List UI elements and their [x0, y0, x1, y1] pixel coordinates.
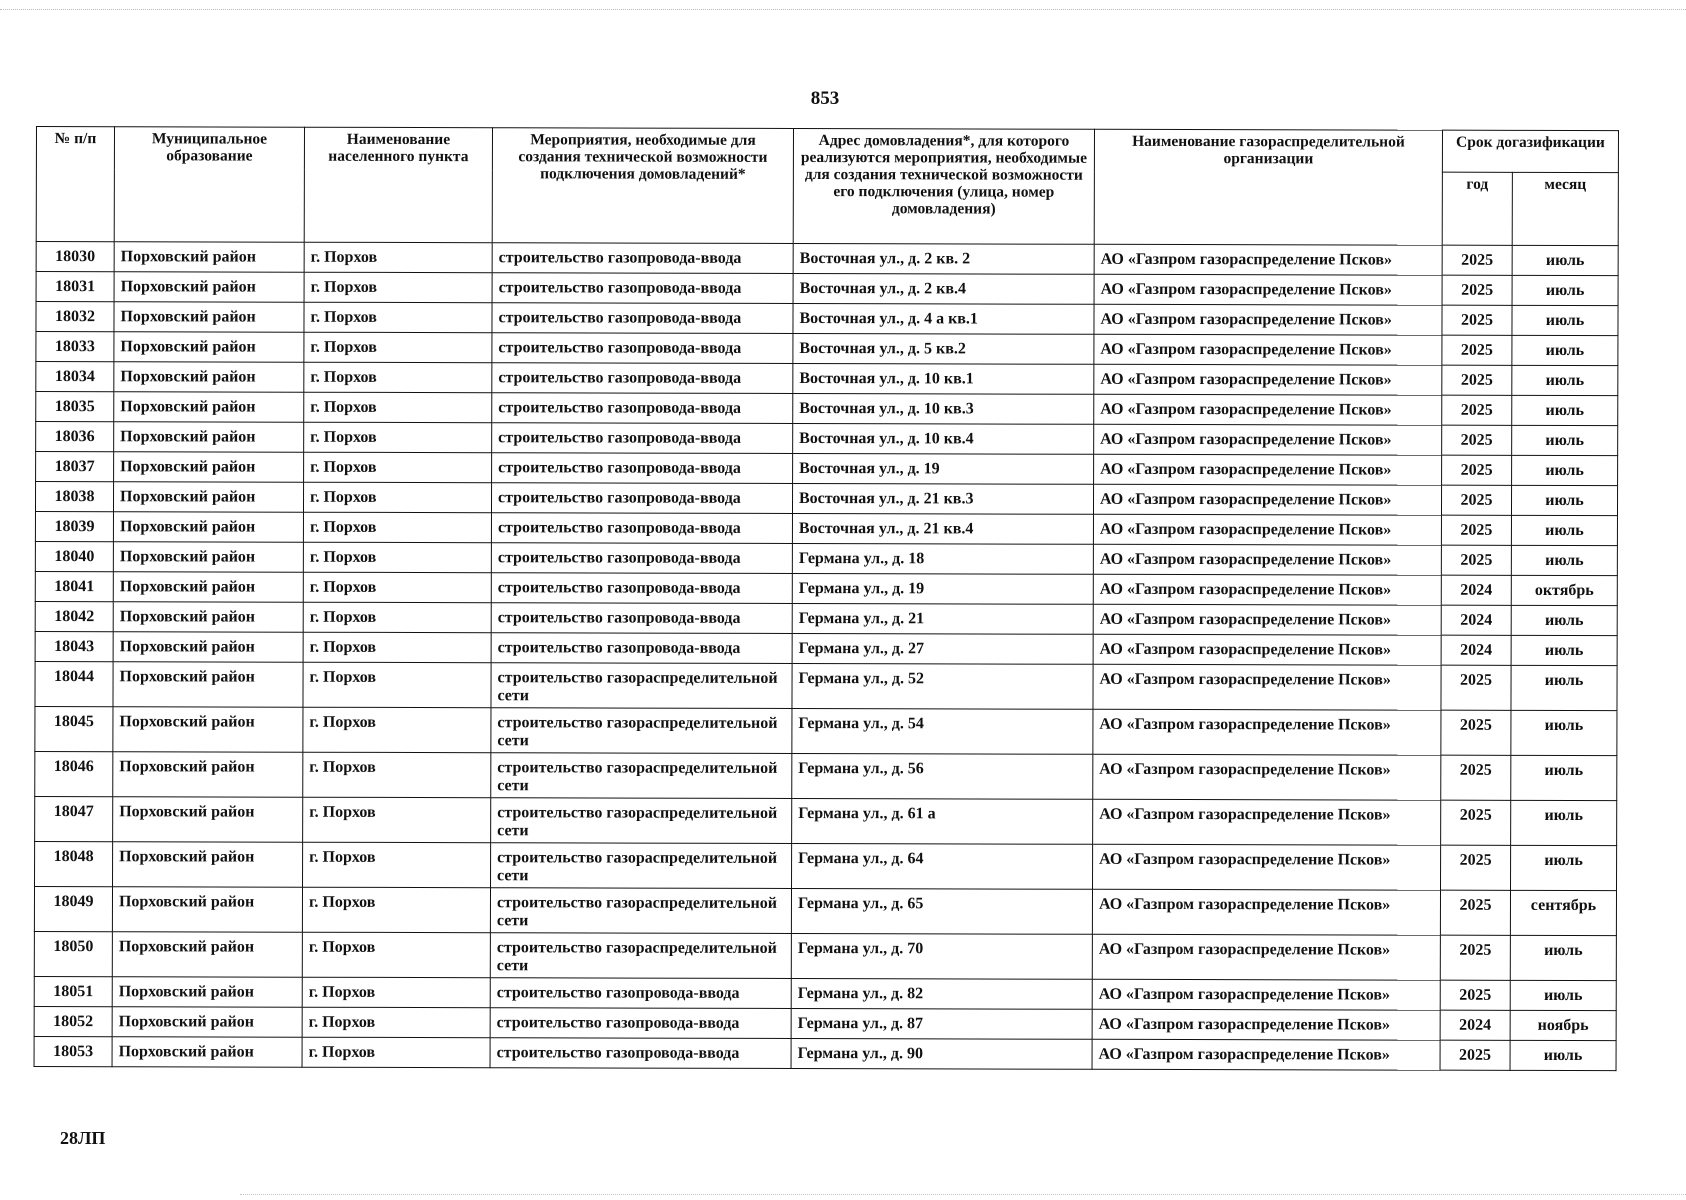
cell-settlement: г. Порхов: [303, 512, 491, 542]
cell-organization: АО «Газпром газораспределение Псков»: [1093, 634, 1441, 665]
cell-address: Германа ул., д. 82: [791, 978, 1092, 1009]
cell-municipality: Порховский район: [113, 512, 303, 542]
cell-organization: АО «Газпром газораспределение Псков»: [1094, 364, 1442, 395]
cell-year: 2024: [1441, 605, 1511, 635]
cell-month: июль: [1511, 665, 1617, 710]
cell-address: Восточная ул., д. 2 кв. 2: [793, 243, 1094, 274]
cell-settlement: г. Порхов: [303, 542, 491, 572]
header-deadline: Срок догазификации: [1442, 130, 1618, 172]
table-row: [35, 841, 1617, 890]
cell-num: 18037: [36, 452, 114, 482]
table-header: [36, 127, 1618, 246]
cell-year: 2025: [1441, 665, 1511, 710]
cell-municipality: Порховский район: [112, 887, 302, 932]
cell-month: июль: [1511, 485, 1617, 515]
cell-organization: АО «Газпром газораспределение Псков»: [1094, 244, 1442, 275]
cell-year: 2024: [1441, 635, 1511, 665]
cell-num: 18036: [36, 422, 114, 452]
cell-settlement: г. Порхов: [303, 797, 491, 842]
cell-organization: АО «Газпром газораспределение Псков»: [1093, 754, 1441, 800]
cell-address: Восточная ул., д. 5 кв.2: [793, 333, 1094, 364]
table-row: [36, 452, 1618, 486]
cell-month: июль: [1512, 275, 1618, 305]
cell-organization: АО «Газпром газораспределение Псков»: [1094, 334, 1442, 365]
cell-measure: строительство газопровода-ввода: [492, 423, 793, 454]
cell-measure: строительство газопровода-ввода: [491, 633, 792, 664]
cell-year: 2025: [1442, 425, 1512, 455]
cell-settlement: г. Порхов: [302, 932, 490, 977]
cell-municipality: Порховский район: [113, 572, 303, 602]
cell-address: Германа ул., д. 87: [791, 1008, 1092, 1039]
cell-address: Восточная ул., д. 10 кв.3: [793, 393, 1094, 424]
cell-settlement: г. Порхов: [303, 707, 491, 752]
table-row: [36, 272, 1618, 306]
cell-measure: строительство газопровода-ввода: [492, 363, 793, 394]
cell-settlement: г. Порхов: [302, 887, 490, 932]
cell-organization: АО «Газпром газораспределение Псков»: [1093, 484, 1441, 515]
cell-year: 2025: [1440, 980, 1510, 1010]
table-row: [35, 661, 1617, 710]
cell-year: 2025: [1442, 455, 1512, 485]
cell-organization: АО «Газпром газораспределение Псков»: [1094, 424, 1442, 455]
cell-address: Германа ул., д. 27: [792, 633, 1093, 664]
cell-address: Германа ул., д. 61 а: [792, 798, 1093, 844]
cell-month: октябрь: [1511, 575, 1617, 605]
cell-settlement: г. Порхов: [303, 602, 491, 632]
cell-month: июль: [1511, 710, 1617, 755]
cell-settlement: г. Порхов: [303, 572, 491, 602]
table-row: [36, 422, 1618, 456]
cell-num: 18043: [35, 631, 113, 661]
cell-year: 2025: [1441, 845, 1511, 890]
cell-municipality: Порховский район: [112, 932, 302, 977]
cell-year: 2025: [1442, 275, 1512, 305]
cell-address: Германа ул., д. 52: [792, 663, 1093, 709]
table-row: [35, 482, 1617, 516]
cell-num: 18041: [35, 571, 113, 601]
cell-month: июль: [1511, 635, 1617, 665]
table-row: [35, 631, 1617, 665]
cell-settlement: г. Порхов: [304, 302, 492, 332]
cell-month: июль: [1511, 845, 1617, 890]
cell-year: 2025: [1441, 800, 1511, 845]
cell-organization: АО «Газпром газораспределение Псков»: [1092, 979, 1440, 1010]
table-body: [34, 242, 1618, 1071]
cell-num: 18030: [36, 242, 114, 272]
cell-year: 2025: [1441, 755, 1511, 800]
cell-organization: АО «Газпром газораспределение Псков»: [1092, 1039, 1440, 1070]
cell-municipality: Порховский район: [113, 707, 303, 752]
cell-address: Восточная ул., д. 19: [793, 453, 1094, 484]
table-row: [35, 571, 1617, 605]
cell-measure: строительство газопровода-ввода: [492, 243, 793, 274]
cell-measure: строительство газопровода-ввода: [490, 1038, 791, 1069]
cell-municipality: Порховский район: [114, 272, 304, 302]
cell-year: 2025: [1441, 545, 1511, 575]
cell-organization: АО «Газпром газораспределение Псков»: [1092, 1009, 1440, 1040]
cell-month: июль: [1511, 755, 1617, 800]
table-row: [35, 706, 1617, 755]
cell-num: 18039: [35, 512, 113, 542]
cell-organization: АО «Газпром газораспределение Псков»: [1093, 544, 1441, 575]
cell-organization: АО «Газпром газораспределение Псков»: [1094, 304, 1442, 335]
table-row: [35, 601, 1617, 635]
cell-address: Германа ул., д. 65: [791, 888, 1092, 934]
cell-num: 18042: [35, 601, 113, 631]
table-row: [34, 886, 1616, 935]
cell-municipality: Порховский район: [114, 302, 304, 332]
cell-num: 18048: [35, 841, 113, 886]
cell-address: Германа ул., д. 18: [792, 543, 1093, 574]
cell-municipality: Порховский район: [113, 482, 303, 512]
cell-municipality: Порховский район: [113, 602, 303, 632]
cell-organization: АО «Газпром газораспределение Псков»: [1093, 574, 1441, 605]
cell-year: 2025: [1441, 515, 1511, 545]
cell-measure: строительство газопровода-ввода: [490, 978, 791, 1009]
cell-settlement: г. Порхов: [304, 332, 492, 362]
table-row: [34, 931, 1616, 980]
cell-month: июль: [1512, 365, 1618, 395]
cell-settlement: г. Порхов: [302, 1037, 490, 1067]
cell-settlement: г. Порхов: [304, 392, 492, 422]
cell-num: 18040: [35, 541, 113, 571]
cell-settlement: г. Порхов: [304, 452, 492, 482]
cell-address: Восточная ул., д. 10 кв.4: [793, 423, 1094, 454]
cell-month: сентябрь: [1510, 890, 1616, 935]
cell-year: 2024: [1440, 1010, 1510, 1040]
cell-year: 2024: [1441, 575, 1511, 605]
cell-measure: строительство газораспределительной сети: [491, 753, 792, 799]
header-num: № п/п: [36, 127, 114, 242]
table-row: [36, 392, 1618, 426]
table-row: [36, 242, 1618, 276]
cell-num: 18047: [35, 796, 113, 841]
cell-municipality: Порховский район: [114, 452, 304, 482]
cell-address: Германа ул., д. 21: [792, 603, 1093, 634]
cell-municipality: Порховский район: [113, 797, 303, 842]
cell-settlement: г. Порхов: [304, 242, 492, 272]
header-year: год: [1442, 172, 1512, 245]
cell-settlement: г. Порхов: [303, 662, 491, 707]
cell-measure: строительство газораспределительной сети: [491, 843, 792, 889]
cell-measure: строительство газопровода-ввода: [492, 273, 793, 304]
cell-address: Восточная ул., д. 10 кв.1: [793, 363, 1094, 394]
cell-month: июль: [1512, 335, 1618, 365]
cell-num: 18033: [36, 332, 114, 362]
cell-organization: АО «Газпром газораспределение Псков»: [1093, 709, 1441, 755]
cell-num: 18053: [34, 1036, 112, 1066]
cell-organization: АО «Газпром газораспределение Псков»: [1094, 394, 1442, 425]
cell-num: 18032: [36, 302, 114, 332]
cell-measure: строительство газопровода-ввода: [491, 513, 792, 544]
cell-measure: строительство газопровода-ввода: [491, 603, 792, 634]
cell-num: 18031: [36, 272, 114, 302]
cell-measure: строительство газопровода-ввода: [492, 453, 793, 484]
cell-measure: строительство газопровода-ввода: [490, 1008, 791, 1039]
cell-year: 2025: [1441, 710, 1511, 755]
cell-measure: строительство газопровода-ввода: [492, 303, 793, 334]
cell-measure: строительство газопровода-ввода: [491, 483, 792, 514]
cell-year: 2025: [1442, 365, 1512, 395]
cell-num: 18050: [34, 931, 112, 976]
cell-address: Восточная ул., д. 2 кв.4: [793, 273, 1094, 304]
cell-year: 2025: [1442, 395, 1512, 425]
cell-address: Германа ул., д. 90: [791, 1038, 1092, 1069]
cell-month: июль: [1512, 395, 1618, 425]
cell-address: Германа ул., д. 19: [792, 573, 1093, 604]
table-row: [36, 362, 1618, 396]
cell-month: июль: [1511, 605, 1617, 635]
cell-municipality: Порховский район: [114, 362, 304, 392]
gasification-table: [34, 126, 1619, 1071]
cell-settlement: г. Порхов: [302, 977, 490, 1007]
cell-municipality: Порховский район: [112, 977, 302, 1007]
cell-municipality: Порховский район: [113, 662, 303, 707]
footer-code: 28ЛП: [60, 1128, 106, 1148]
cell-num: 18045: [35, 706, 113, 751]
cell-address: Германа ул., д. 64: [792, 843, 1093, 889]
cell-month: июль: [1511, 800, 1617, 845]
cell-month: июль: [1511, 515, 1617, 545]
cell-year: 2025: [1440, 1040, 1510, 1070]
cell-settlement: г. Порхов: [303, 842, 491, 887]
cell-organization: АО «Газпром газораспределение Псков»: [1093, 514, 1441, 545]
cell-month: июль: [1510, 1040, 1616, 1070]
cell-num: 18051: [34, 976, 112, 1006]
table-row: [35, 751, 1617, 800]
table-row: [34, 976, 1616, 1010]
cell-settlement: г. Порхов: [304, 362, 492, 392]
cell-measure: строительство газопровода-ввода: [491, 573, 792, 604]
cell-organization: АО «Газпром газораспределение Псков»: [1092, 889, 1440, 935]
cell-measure: строительство газораспределительной сети: [491, 708, 792, 754]
header-settlement: Наименование населенного пункта: [304, 127, 492, 242]
table-row: [34, 1036, 1616, 1070]
cell-municipality: Порховский район: [114, 392, 304, 422]
cell-organization: АО «Газпром газораспределение Псков»: [1093, 844, 1441, 890]
cell-municipality: Порховский район: [113, 842, 303, 887]
cell-address: Германа ул., д. 56: [792, 753, 1093, 799]
cell-municipality: Порховский район: [112, 1037, 302, 1067]
cell-year: 2025: [1442, 335, 1512, 365]
cell-organization: АО «Газпром газораспределение Псков»: [1094, 274, 1442, 305]
header-municipality: Муниципальное образование: [114, 127, 304, 242]
cell-settlement: г. Порхов: [303, 632, 491, 662]
cell-year: 2025: [1442, 305, 1512, 335]
header-month: месяц: [1512, 172, 1618, 245]
cell-num: 18046: [35, 751, 113, 796]
cell-month: июль: [1511, 545, 1617, 575]
cell-organization: АО «Газпром газораспределение Псков»: [1093, 604, 1441, 635]
cell-year: 2025: [1440, 935, 1510, 980]
table-row: [36, 332, 1618, 366]
cell-organization: АО «Газпром газораспределение Псков»: [1094, 454, 1442, 485]
table-row: [36, 302, 1618, 336]
cell-organization: АО «Газпром газораспределение Псков»: [1093, 664, 1441, 710]
cell-year: 2025: [1442, 245, 1512, 275]
cell-settlement: г. Порхов: [304, 272, 492, 302]
header-organization: Наименование газораспределительной организации: [1094, 129, 1442, 245]
scan-edge-bottom: [240, 1194, 1686, 1195]
cell-year: 2025: [1441, 485, 1511, 515]
cell-month: июль: [1512, 305, 1618, 335]
cell-measure: строительство газопровода-ввода: [492, 333, 793, 364]
cell-num: 18049: [34, 886, 112, 931]
cell-month: ноябрь: [1510, 1010, 1616, 1040]
table-row: [35, 796, 1617, 845]
cell-month: июль: [1510, 935, 1616, 980]
cell-measure: строительство газораспределительной сети: [490, 888, 791, 934]
cell-settlement: г. Порхов: [303, 482, 491, 512]
cell-organization: АО «Газпром газораспределение Псков»: [1093, 799, 1441, 845]
cell-municipality: Порховский район: [113, 632, 303, 662]
header-measures: Мероприятия, необходимые для создания технической возможности подключения домовладений*: [492, 128, 793, 244]
cell-month: июль: [1510, 980, 1616, 1010]
cell-num: 18038: [35, 482, 113, 512]
cell-municipality: Порховский район: [114, 422, 304, 452]
cell-measure: строительство газораспределительной сети: [491, 663, 792, 709]
cell-measure: строительство газораспределительной сети: [490, 933, 791, 979]
cell-settlement: г. Порхов: [302, 1007, 490, 1037]
cell-address: Восточная ул., д. 4 а кв.1: [793, 303, 1094, 334]
cell-organization: АО «Газпром газораспределение Псков»: [1092, 934, 1440, 980]
header-address: Адрес домовладения*, для которого реализуются мероприятия, необходимые для создания технической возможности его подключения (улица, номер домовладения): [793, 128, 1094, 244]
scan-edge-top: [0, 9, 1686, 10]
cell-address: Восточная ул., д. 21 кв.4: [792, 513, 1093, 544]
cell-month: июль: [1512, 245, 1618, 275]
cell-address: Германа ул., д. 54: [792, 708, 1093, 754]
cell-municipality: Порховский район: [113, 542, 303, 572]
cell-municipality: Порховский район: [114, 242, 304, 272]
page-number: 853: [810, 88, 840, 109]
table-row: [35, 512, 1617, 546]
cell-month: июль: [1512, 455, 1618, 485]
table-row: [35, 541, 1617, 575]
cell-settlement: г. Порхов: [304, 422, 492, 452]
cell-address: Германа ул., д. 70: [791, 933, 1092, 979]
cell-num: 18034: [36, 362, 114, 392]
cell-measure: строительство газораспределительной сети: [491, 798, 792, 844]
cell-measure: строительство газопровода-ввода: [492, 393, 793, 424]
cell-num: 18035: [36, 392, 114, 422]
cell-month: июль: [1512, 425, 1618, 455]
cell-municipality: Порховский район: [112, 1007, 302, 1037]
cell-settlement: г. Порхов: [303, 752, 491, 797]
cell-num: 18044: [35, 661, 113, 706]
cell-measure: строительство газопровода-ввода: [491, 543, 792, 574]
cell-municipality: Порховский район: [113, 752, 303, 797]
cell-address: Восточная ул., д. 21 кв.3: [792, 483, 1093, 514]
table-row: [34, 1006, 1616, 1040]
cell-year: 2025: [1440, 890, 1510, 935]
cell-num: 18052: [34, 1006, 112, 1036]
cell-municipality: Порховский район: [114, 332, 304, 362]
